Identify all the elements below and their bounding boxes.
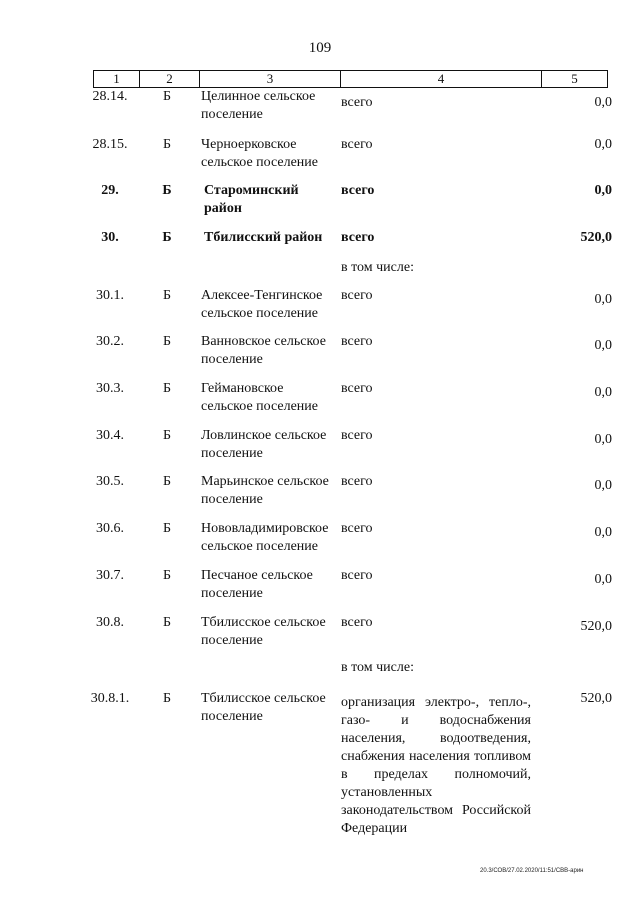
row-number: 30.8.1. <box>90 691 130 706</box>
row-name: Тбилисское сельское поселение <box>201 691 326 724</box>
row-name: Староминский район <box>204 183 299 216</box>
row-description: всего <box>341 615 373 630</box>
row-description: всего <box>341 334 373 349</box>
row-description: всего <box>341 230 375 245</box>
row-number: 28.15. <box>92 137 128 152</box>
row-number: 29. <box>101 183 119 198</box>
row-category: Б <box>162 334 172 349</box>
subheader-including: в том числе: <box>341 260 414 275</box>
row-category: Б <box>162 230 172 245</box>
row-value: 0,0 <box>594 478 612 493</box>
row-category: Б <box>162 568 172 583</box>
row-number: 28.14. <box>92 89 128 104</box>
row-description: всего <box>341 288 373 303</box>
row-name: Ловлинское сельское поселение <box>201 428 327 461</box>
page-number: 109 <box>308 40 332 56</box>
row-category: Б <box>162 691 172 706</box>
row-value: 0,0 <box>594 95 612 110</box>
row-description: всего <box>341 474 373 489</box>
row-value: 520,0 <box>580 619 612 634</box>
row-number: 30.8. <box>96 615 124 630</box>
column-header-3: 3 <box>200 71 341 87</box>
row-value: 520,0 <box>580 230 612 245</box>
column-header-2: 2 <box>140 71 200 87</box>
row-description: организация электро-, тепло-, газо- и водоснабжения населения, водоотведения, снабжения населения топливом в пределах полномочий, установленных законодательством Российской Федерации <box>341 695 531 836</box>
row-value: 0,0 <box>594 525 612 540</box>
column-header-1: 1 <box>94 71 140 87</box>
row-name: Тбилисское сельское поселение <box>201 615 326 648</box>
row-name: Тбилисский район <box>204 230 323 245</box>
row-number: 30.4. <box>96 428 124 443</box>
row-name: Нововладимировское сельское поселение <box>201 521 329 554</box>
row-category: Б <box>162 183 172 198</box>
row-value: 0,0 <box>594 292 612 307</box>
row-description: всего <box>341 568 373 583</box>
column-header-5: 5 <box>571 71 578 86</box>
row-number: 30. <box>101 230 119 245</box>
row-value: 0,0 <box>594 338 612 353</box>
row-description: всего <box>341 183 375 198</box>
row-value: 0,0 <box>594 385 612 400</box>
row-category: Б <box>162 474 172 489</box>
row-number: 30.6. <box>96 521 124 536</box>
row-number: 30.3. <box>96 381 124 396</box>
row-description: всего <box>341 521 373 536</box>
row-number: 30.7. <box>96 568 124 583</box>
row-name: Марьинское сельское поселение <box>201 474 329 507</box>
subheader-including: в том числе: <box>341 660 414 675</box>
footer-stamp: 20.3/СОВ/27.02.2020/11:51/СВВ-арин <box>480 868 584 874</box>
row-number: 30.1. <box>96 288 124 303</box>
row-name: Черноерковское сельское поселение <box>201 137 318 170</box>
row-name: Песчаное сельское поселение <box>201 568 313 601</box>
row-category: Б <box>162 89 172 104</box>
row-number: 30.2. <box>96 334 124 349</box>
row-category: Б <box>162 521 172 536</box>
row-description: всего <box>341 381 373 396</box>
row-category: Б <box>162 137 172 152</box>
row-description: всего <box>341 137 373 152</box>
row-name: Алексее-Тенгинское сельское поселение <box>201 288 323 321</box>
row-number: 30.5. <box>96 474 124 489</box>
row-value: 0,0 <box>594 137 612 152</box>
row-category: Б <box>162 615 172 630</box>
row-name: Ванновское сельское поселение <box>201 334 326 367</box>
row-value: 0,0 <box>594 432 612 447</box>
row-category: Б <box>162 288 172 303</box>
row-category: Б <box>162 428 172 443</box>
row-description: всего <box>341 428 373 443</box>
row-name: Целинное сельское поселение <box>201 89 316 122</box>
row-description: всего <box>341 95 373 110</box>
row-value: 0,0 <box>594 572 612 587</box>
table-header <box>93 70 608 88</box>
row-value: 520,0 <box>580 691 612 706</box>
column-header-4: 4 <box>341 71 542 87</box>
row-category: Б <box>162 381 172 396</box>
row-value: 0,0 <box>594 183 612 198</box>
row-name: Геймановское сельское поселение <box>201 381 318 414</box>
